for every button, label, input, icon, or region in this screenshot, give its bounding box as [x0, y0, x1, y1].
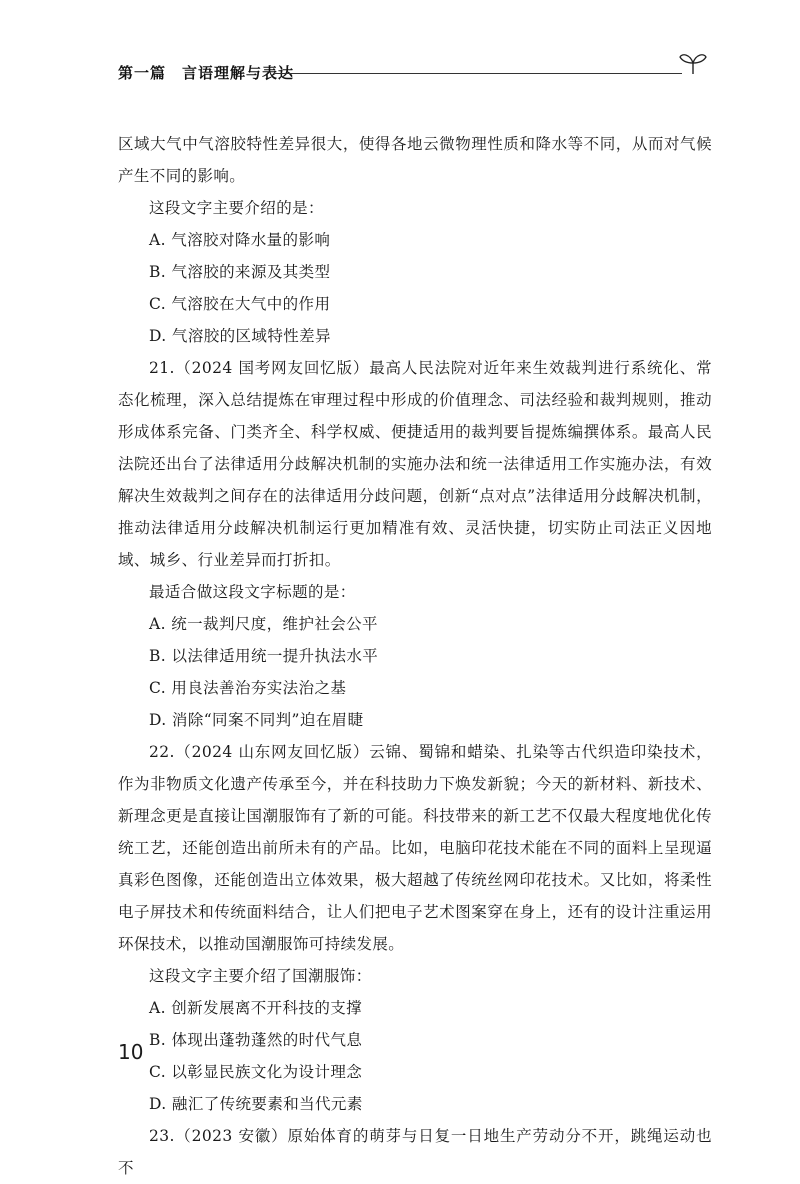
page-number: 10 [118, 1040, 144, 1064]
page-body [118, 128, 712, 1184]
answer-option: B. 以法律适用统一提升执法水平 [149, 647, 379, 665]
answer-option: D. 融汇了传统要素和当代元素 [149, 1095, 363, 1113]
running-header [118, 58, 700, 88]
paragraph: 这段文字主要介绍的是： [149, 199, 324, 217]
sprout-icon [678, 50, 708, 76]
paragraph: 最适合做这段文字标题的是： [149, 583, 356, 601]
answer-option: D. 气溶胶的区域特性差异 [149, 327, 331, 345]
header-rule [274, 73, 682, 74]
paragraph: 23.（2023 安徽）原始体育的萌芽与日复一日地生产劳动分不开，跳绳运动也不 [118, 1127, 712, 1177]
paragraph: 区域大气中气溶胶特性差异很大，使得各地云微物理性质和降水等不同，从而对气候产生不同的影响。 [118, 135, 712, 185]
answer-option: A. 创新发展离不开科技的支撑 [149, 999, 363, 1017]
answer-option: C. 以彰显民族文化为设计理念 [149, 1063, 363, 1081]
paragraph: 21.（2024 国考网友回忆版）最高人民法院对近年来生效裁判进行系统化、常态化梳理，深入总结提炼在审理过程中形成的价值理念、司法经验和裁判规则，推动形成体系完备、门类齐全、科学权威、便捷适用的裁判要旨提炼编撰体系。最高人民法院还出台了法律适用分歧解决机制的实施办法和统一法律适用工作实施办法，有效解决生效裁判之间存在的法律适用分歧问题，创新“点对点”法律适用分歧解决机制，推动法律适用分歧解决机制运行更加精准有效、灵活快捷，切实防止司法正义因地域、城乡、行业差异而打折扣。 [118, 359, 712, 569]
answer-option: A. 统一裁判尺度，维护社会公平 [149, 615, 378, 633]
paragraph: 这段文字主要介绍了国潮服饰： [149, 967, 372, 985]
answer-option: C. 用良法善治夯实法治之基 [149, 679, 347, 697]
answer-option: B. 气溶胶的来源及其类型 [149, 263, 331, 281]
answer-option: D. 消除“同案不同判”迫在眉睫 [149, 711, 364, 729]
header-title: 第一篇 言语理解与表达 [118, 64, 295, 82]
paragraph: 22.（2024 山东网友回忆版）云锦、蜀锦和蜡染、扎染等古代织造印染技术，作为非物质文化遗产传承至今，并在科技助力下焕发新貌；今天的新材料、新技术、新理念更是直接让国潮服饰有了新的可能。科技带来的新工艺不仅最大程度地优化传统工艺，还能创造出前所未有的产品。比如，电脑印花技术能在不同的面料上呈现逼真彩色图像，还能创造出立体效果，极大超越了传统丝网印花技术。又比如，将柔性电子屏技术和传统面料结合，让人们把电子艺术图案穿在身上，还有的设计注重运用环保技术，以推动国潮服饰可持续发展。 [118, 743, 712, 953]
answer-option: C. 气溶胶在大气中的作用 [149, 295, 331, 313]
answer-option: B. 体现出蓬勃蓬然的时代气息 [149, 1031, 363, 1049]
answer-option: A. 气溶胶对降水量的影响 [149, 231, 331, 249]
